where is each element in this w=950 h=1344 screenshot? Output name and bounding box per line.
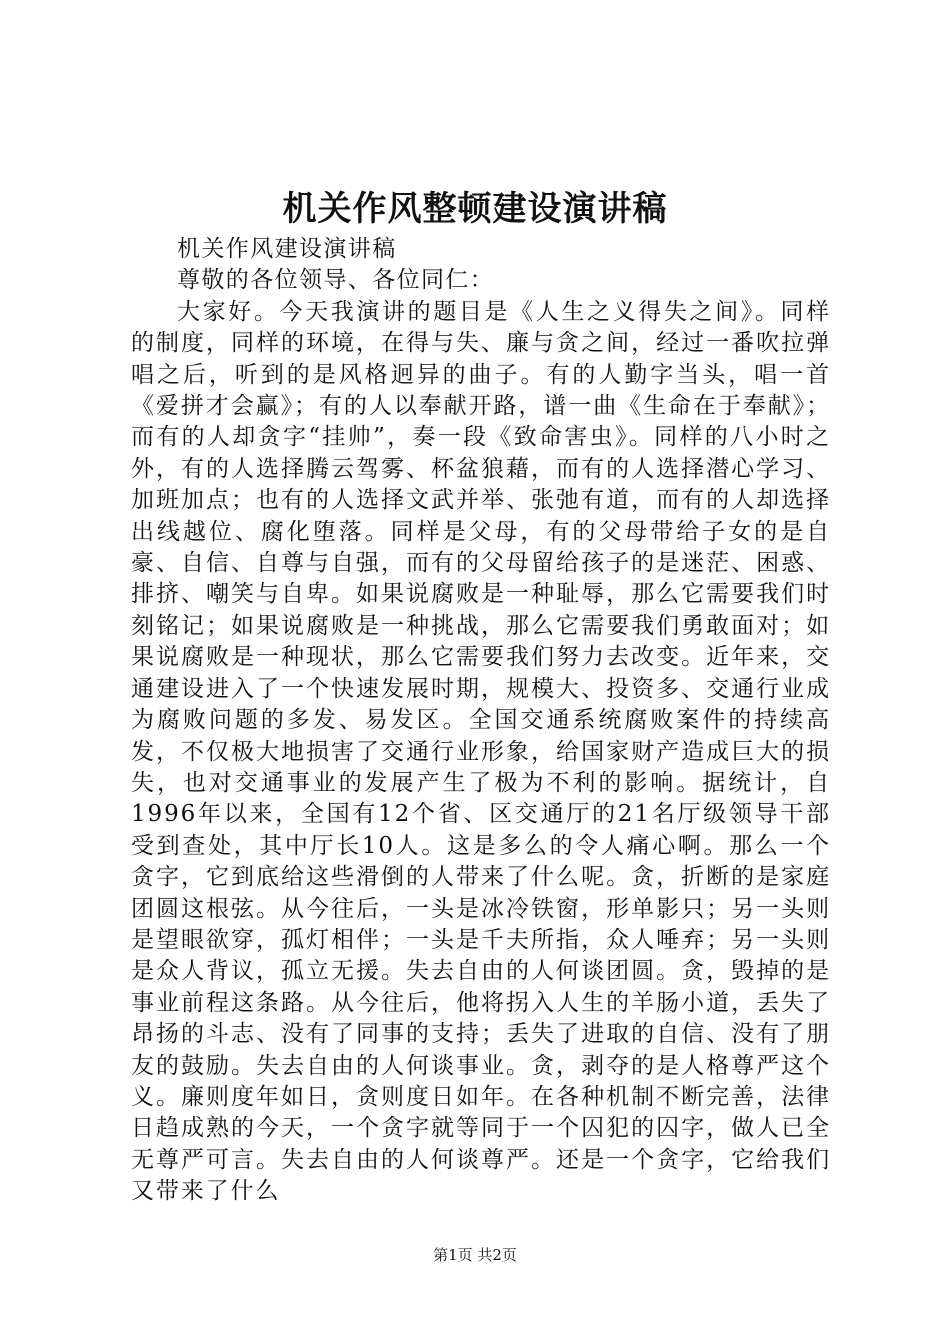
page-footer: 第1页 共2页 (433, 1246, 517, 1264)
salutation-line: 尊敬的各位领导、各位同仁： (177, 267, 495, 294)
document-body (131, 234, 831, 1208)
document-title: 机关作风整顿建设演讲稿 (282, 189, 668, 229)
subtitle-line: 机关作风建设演讲稿 (177, 236, 397, 262)
speech-paragraph: 大家好。今天我演讲的题目是《人生之义得失之间》。同样的制度，同样的环境，在得与失、廉与贪之间，经过一番吹拉弹唱之后，听到的是风格迥异的曲子。有的人勤字当头，唱一首《爱拼才会赢》；有的人以奉献开路，谱一曲《生命在于奉献》；而有的人却贪字“挂帅”，奏一段《致命害虫》。同样的八小时之外，有的人选择腾云驾雾、杯盆狼藉，而有的人选择潜心学习、加班加点；也有的人选择文武并举、张弛有道，而有的人却选择出线越位、腐化堕落。同样是父母，有的父母带给子女的是自豪、自信、自尊与自强，而有的父母留给孩子的是迷茫、困惑、排挤、嘲笑与自卑。如果说腐败是一种耻辱，那么它需要我们时刻铭记；如果说腐败是一种挑战，那么它需要我们勇敢面对；如果说腐败是一种现状，那么它需要我们努力去改变。近年来，交通建设进入了一个快速发展时期，规模大、投资多、交通行业成为腐败问题的多发、易发区。全国交通系统腐败案件的持续高发，不仅极大地损害了交通行业形象，给国家财产造成巨大的损失，也对交通事业的发展产生了极为不利的影响。据统计，自1996年以来，全国有12个省、区交通厅的21名厅级领导干部受到查处，其中厅长10人。这是多么的令人痛心啊。那么一个贪字，它到底给这些滑倒的人带来了什么呢。贪，折断的是家庭团圆这根弦。从今往后，一头是冰冷铁窗，形单影只；另一头则是望眼欲穿，孤灯相伴；一头是千夫所指，众人唾弃；另一头则是众人背议，孤立无援。失去自由的人何谈团圆。贪，毁掉的是事业前程这条路。从今往后，他将拐入人生的羊肠小道，丢失了昂扬的斗志、没有了同事的支持；丢失了进取的自信、没有了朋友的鼓励。失去自由的人何谈事业。贪，剥夺的是人格尊严这个义。廉则度年如日，贪则度日如年。在各种机制不断完善，法律日趋成熟的今天，一个贪字就等同于一个囚犯的囚字，做人已全无尊严可言。失去自由的人何谈尊严。还是一个贪字，它给我们又带来了什么 (131, 298, 831, 1205)
